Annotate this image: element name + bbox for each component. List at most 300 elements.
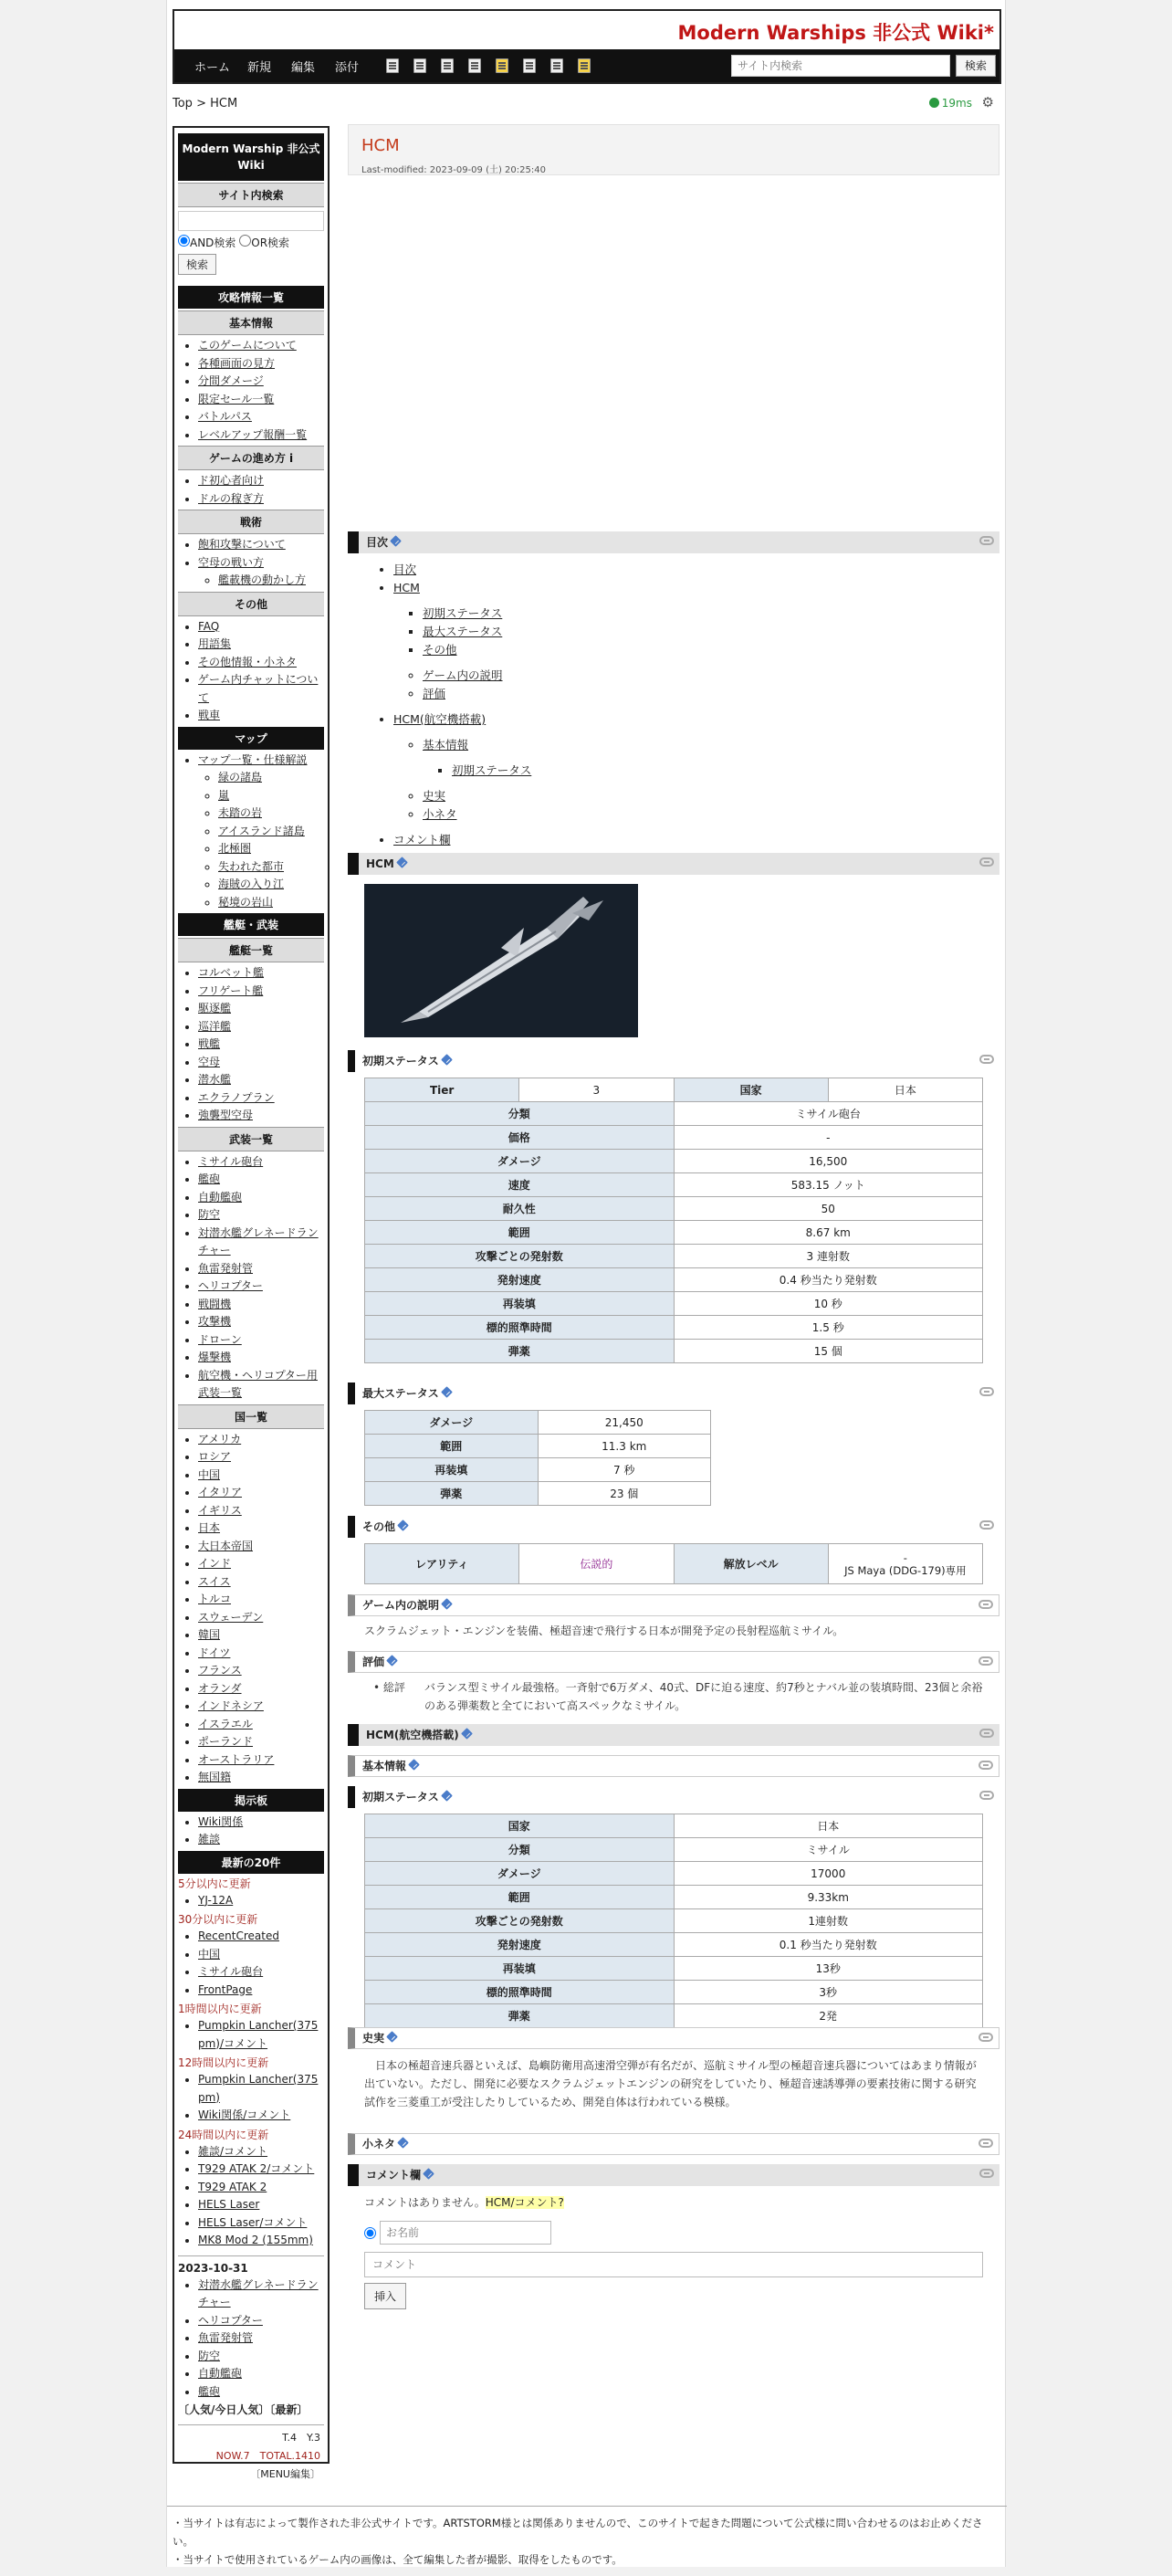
toc-link[interactable]: 小ネタ [423,807,457,821]
sidebar-link[interactable]: 駆逐艦 [198,1002,232,1015]
submit-button[interactable]: 挿入 [364,2283,406,2309]
table-header: 速度 [365,1173,675,1197]
table-row [365,1411,711,1435]
sidebar-link[interactable]: 巡洋艦 [198,1019,232,1033]
sidebar-link[interactable]: 無国籍 [198,1771,232,1783]
sidebar-link[interactable]: イスラエル [198,1717,253,1730]
list-item [198,1189,324,1207]
sidebar-link[interactable]: イギリス [198,1503,242,1517]
eval-text: バランス型ミサイル最強格。一斉射で6万ダメ、40式、DFに迫る速度、約7秒とナバル並の装填時間、23個と余裕のある弾薬数と全てにおいて高スペックなミサイル。 [424,1681,983,1712]
toc-link[interactable]: HCM(航空機搭載) [393,712,487,726]
toc-link[interactable]: 目次 [393,563,417,576]
table-header: レアリティ [365,1544,519,1584]
recent-link[interactable]: 魚雷発射管 [198,2331,254,2344]
comment-input[interactable] [364,2252,983,2277]
sidebar-link[interactable]: フランス [198,1664,242,1677]
list-item [198,1054,324,1072]
progress-list [178,472,324,508]
board-list [178,1814,324,1849]
basic-list [178,337,324,444]
guide-heading: 攻略情報一覧 [178,286,324,309]
recent-link[interactable]: RecentCreated [198,1929,279,1942]
menu-attach[interactable]: 添付 [335,61,360,75]
table-row [365,1316,983,1340]
edit-icon[interactable] [390,535,402,547]
sidebar-link[interactable]: 戦闘機 [198,1297,232,1310]
sidebar-link[interactable]: 未踏の岩 [218,806,263,819]
breadcrumb[interactable]: Top > HCM [173,97,238,110]
recent-list [178,1928,324,1999]
recent-link[interactable]: MK8 Mod 2 (155mm) [198,2234,313,2246]
sidebar-link[interactable]: 日本 [198,1521,221,1534]
recent-link[interactable]: Pumpkin Lancher(375 pm) [198,2073,319,2104]
table-header: 範囲 [365,1886,675,1909]
missile-image [364,884,638,1037]
sidebar-link[interactable]: コルベット艦 [198,966,265,979]
toc-link[interactable]: 評価 [423,687,446,700]
section-max [348,1383,999,1404]
help-icon[interactable] [578,58,591,73]
recent-link[interactable]: 雑談/コメント [198,2144,268,2158]
table-header: 再装填 [365,1458,539,1482]
table-row [365,1482,711,1506]
list-item [218,876,324,894]
tactics-sublist [178,572,324,590]
backup-icon[interactable] [413,58,426,73]
toc-item [423,736,531,780]
sidebar-link[interactable]: レベルアップ報酬一覧 [198,427,308,441]
recent-group-label: 30分以内に更新 [178,1913,258,1926]
toc-link[interactable]: 初期ステータス [452,763,532,777]
list-item [218,769,324,787]
toc-item [423,787,531,805]
sidebar-link[interactable]: ミサイル砲台 [198,1154,264,1168]
edit-icon[interactable] [441,1054,453,1066]
evaluation [373,1678,983,1715]
or-radio[interactable] [239,235,251,247]
section-title: 基本情報 [362,1760,407,1772]
toc-link[interactable]: 最大ステータス [423,625,503,638]
recent-link[interactable]: 中国 [198,1947,221,1961]
render-timer [929,97,972,110]
list-item [198,1225,324,1260]
sidebar-link[interactable]: 韓国 [198,1628,221,1641]
menu-home[interactable]: ホーム [194,61,231,75]
list-item [198,1448,324,1467]
list-item [198,1698,324,1716]
toc-item [393,579,531,703]
sidebar-link[interactable]: 空母の戦い方 [198,555,265,569]
sidebar-link[interactable]: 北極圏 [218,842,252,855]
popular-links[interactable]: 〔人気/今日人気〕〔最新〕 [178,2403,309,2416]
link-icon[interactable] [979,1791,994,1800]
list-item [198,2214,324,2233]
list-item [198,490,324,509]
sidebar-link[interactable]: 強襲型空母 [198,1109,254,1121]
page-title[interactable]: HCM [361,136,400,155]
table-cell: 2発 [674,2004,983,2028]
table-row [365,1126,983,1150]
list-item [198,2312,324,2330]
sidebar-link[interactable]: 嵐 [218,788,230,802]
footer-line: ・当サイトは有志によって製作された非公式サイトです。ARTSTORM様とは関係ありませんので、このサイトで起きた問題について公式様に問い合わせるのはお止めください。 [173,2517,983,2548]
edit-icon[interactable] [441,1598,453,1610]
recent-link[interactable]: 艦砲 [198,2384,221,2398]
link-icon[interactable] [979,857,994,867]
gear-icon[interactable]: ⚙ [981,94,994,110]
table-header: 国家 [674,1078,828,1102]
header-search-input[interactable] [731,55,950,77]
section-desc [348,1594,999,1616]
link-icon[interactable] [979,2169,994,2178]
sidebar-link[interactable]: オランダ [198,1681,242,1695]
sidebar-link[interactable]: 航空機・ヘリコプター用武装一覧 [198,1368,318,1399]
table-cell: 3 連射数 [674,1245,983,1268]
toc-link[interactable]: その他 [423,643,457,657]
footer-line: ・当サイトで使用されているゲーム内の画像は、全て編集した者が撮影、取得をしたものです。 [173,2553,623,2566]
toc-link[interactable]: コメント欄 [393,833,451,846]
section-title: 最大ステータス [362,1387,439,1400]
section-init [348,1050,999,1072]
sidebar-link[interactable]: 秘境の岩山 [218,895,274,909]
map-list [178,752,324,770]
page-title-box [348,124,999,175]
table-cell: 13秒 [674,1957,983,1981]
toc-link[interactable]: 初期ステータス [423,606,503,620]
menu-new[interactable]: 新規 [247,61,272,75]
sidebar-link[interactable]: 爆撃機 [198,1351,232,1363]
sidebar-link[interactable]: ドローン [198,1332,242,1346]
table-row [365,1981,983,2004]
sidebar-link[interactable]: 中国 [198,1467,221,1481]
recent-link[interactable]: T929 ATAK 2/コメント [198,2162,315,2175]
list-item [198,707,324,725]
toc-link[interactable]: 基本情報 [423,738,469,752]
section-init2 [348,1786,999,1808]
sidebar-link[interactable]: 空母 [198,1055,221,1068]
list-item [198,1260,324,1278]
table-cell: 17000 [674,1862,983,1886]
sidebar-link[interactable]: 飽和攻撃について [198,538,286,551]
sidebar-search-button[interactable]: 検索 [178,254,216,275]
sidebar-link[interactable]: 戦艦 [198,1037,221,1050]
table-cell: 3 [519,1078,674,1102]
link-icon[interactable] [978,1761,993,1770]
toc-link[interactable]: 史実 [423,789,446,803]
list-item [198,1769,324,1787]
sidebar-link[interactable]: バトルパス [198,410,252,423]
sidebar-link[interactable]: その他情報・小ネタ [198,655,298,668]
list-item [218,804,324,823]
sidebar-link[interactable]: ヘリコプター [198,1279,263,1292]
sidebar-link[interactable]: アメリカ [198,1432,242,1446]
list-item [198,1946,324,1964]
list-item [198,1206,324,1225]
menu-edit-link[interactable]: 〔MENU編集〕 [250,2468,320,2480]
table-header: 耐久性 [365,1197,675,1221]
edit-icon[interactable] [461,1728,473,1740]
table-row [365,1102,983,1126]
sidebar-link[interactable]: ロシア [198,1450,232,1463]
list-item [198,1645,324,1663]
link-icon[interactable] [978,1600,993,1609]
sidebar-link[interactable]: 潜水艦 [198,1073,232,1086]
and-radio[interactable] [178,235,190,247]
edit-icon[interactable] [408,1759,420,1771]
table-cell: 9.33km [674,1886,983,1909]
recent-link[interactable]: FrontPage [198,1982,253,1996]
max-table [364,1410,711,1506]
copy-icon[interactable] [441,58,454,73]
list-item [198,2179,324,2197]
section-basic [348,1755,999,1777]
site-title[interactable]: Modern Warships 非公式 Wiki* [677,22,994,44]
list-item [198,1107,324,1125]
list-item [198,671,324,707]
recent-group-label: 24時間以内に更新 [178,2128,269,2141]
sidebar-link[interactable]: インドネシア [198,1699,264,1712]
list-item [198,373,324,391]
recent-link[interactable]: Wiki関係/コメント [198,2108,291,2121]
table-cell: 23 個 [538,1482,711,1506]
menu-edit[interactable]: 編集 [291,61,316,75]
table-cell: 21,450 [538,1411,711,1435]
toc-item [423,605,531,623]
table-cell: 50 [674,1197,983,1221]
recent-link[interactable]: HELS Laser/コメント [198,2215,308,2229]
header-search-button[interactable]: 検索 [956,55,996,77]
section-title: コメント欄 [366,2169,422,2182]
sidebar-link[interactable]: 用語集 [198,637,232,650]
eval-label-text: 総評 [382,1681,405,1694]
edit-icon[interactable] [397,1519,409,1531]
sidebar-link[interactable]: ドイツ [198,1645,231,1659]
table-row [365,1292,983,1316]
sidebar-link[interactable]: 対潜水艦グレネードランチャー [198,1225,319,1256]
list-item [198,2383,324,2402]
section-hcm [348,853,999,875]
sidebar-link[interactable]: 緑の諸島 [218,771,263,783]
table-header: 攻撃ごとの発射数 [365,1909,675,1933]
sidebar-link[interactable]: 艦砲 [198,1172,221,1185]
sidebar-link[interactable]: FAQ [198,619,220,633]
sidebar-link[interactable]: 各種画面の見方 [198,356,276,370]
list-item [198,1928,324,1946]
list-item [198,1071,324,1089]
edit-icon[interactable] [396,857,408,868]
link-icon[interactable] [978,1656,993,1666]
table-cell: 7 秒 [538,1458,711,1482]
list-item [198,1089,324,1108]
list-item [218,572,324,590]
link-icon[interactable] [979,1520,994,1530]
sidebar-link[interactable]: フリゲート艦 [198,983,264,997]
link-icon[interactable] [979,1055,994,1064]
link-icon[interactable] [979,1387,994,1396]
unlock-value: JS Maya (DDG-179)専用 [844,1563,967,1577]
table-row [365,1340,983,1363]
name-row [364,2221,551,2245]
list-item [198,1573,324,1592]
other-heading: その他 [178,592,324,616]
recent-link[interactable]: T929 ATAK 2 [198,2180,267,2193]
toc-link[interactable]: ゲーム内の説明 [423,668,503,682]
list-item [198,1555,324,1573]
sidebar-link[interactable]: エクラノプラン [198,1090,275,1104]
diff-icon[interactable] [386,58,399,73]
section-title: ゲーム内の説明 [362,1599,440,1612]
toc-item [423,685,531,703]
list-item [198,618,324,636]
sidebar-link[interactable]: 戦車 [198,709,221,721]
section-eval [348,1651,999,1673]
toc-item [393,831,531,849]
edit-icon[interactable] [386,2031,398,2043]
edit-icon[interactable] [441,1790,453,1802]
sidebar-link[interactable]: イタリア [198,1486,243,1498]
page-wrapper [166,0,1006,2567]
list-item [198,1982,324,2000]
sidebar-link[interactable]: スウェーデン [198,1610,264,1624]
comment-page-link[interactable]: HCM/コメント? [485,2196,564,2209]
sidebar-link[interactable]: トルコ [198,1593,232,1605]
link-icon[interactable] [979,536,994,545]
sidebar-link[interactable]: オーストラリア [198,1752,275,1766]
sidebar-link[interactable]: 防空 [198,1208,221,1221]
sidebar-title[interactable]: Modern Warship 非公式Wiki [178,133,324,181]
list-item [198,1367,324,1403]
list-item [198,2348,324,2366]
list-item [198,1277,324,1296]
sidebar-link[interactable]: このゲームについて [198,339,297,352]
section-title: 初期ステータス [362,1055,439,1067]
progress-heading: ゲームの進め方 i [178,446,324,470]
name-radio[interactable] [364,2227,376,2239]
list-item [198,408,324,426]
sidebar-search-input[interactable] [178,211,324,231]
toc-item [423,805,531,824]
table-cell: 日本 [828,1078,982,1102]
sidebar-search-heading: サイト内検索 [178,183,324,207]
init-table [364,1078,983,1363]
link-icon[interactable] [978,2139,993,2148]
sidebar-link[interactable]: ポーランド [198,1735,254,1748]
link-icon[interactable] [979,1729,994,1738]
divider [178,2424,324,2425]
recent-group-label: 12時間以内に更新 [178,2056,269,2069]
table-row [365,1221,983,1245]
sidebar-link[interactable]: スイス [198,1574,231,1588]
list-item [198,2161,324,2179]
sidebar-link[interactable]: ゲーム内チャットについて [198,673,319,704]
sidebar-link[interactable]: 魚雷発射管 [198,1261,254,1275]
sidebar-link[interactable]: 自動艦砲 [198,1190,243,1204]
edit-icon[interactable] [441,1386,453,1398]
table-cell: 11.3 km [538,1435,711,1458]
recent-link[interactable]: 自動艦砲 [198,2367,243,2380]
table-row [365,1268,983,1292]
table-of-contents [364,561,531,849]
recent-link[interactable]: 防空 [198,2349,221,2362]
sidebar-link[interactable]: 分間ダメージ [198,374,264,387]
table-row [365,1544,983,1584]
list-item [198,1662,324,1680]
recent-link[interactable]: 対潜水艦グレネードランチャー [198,2277,319,2308]
sidebar-link[interactable]: 限定セール一覧 [198,392,275,405]
sidebar-link[interactable]: 大日本帝国 [198,1539,254,1552]
sidebar-link[interactable]: 失われた都市 [218,859,285,873]
edit-icon[interactable] [397,2137,409,2149]
list-item [198,1431,324,1449]
table-cell: 0.1 秒当たり発射数 [674,1933,983,1957]
list-item [198,355,324,373]
sidebar-link[interactable]: ドルの稼ぎ方 [198,491,265,505]
edit-icon[interactable] [386,1655,398,1667]
sidebar-link[interactable]: Wiki関係 [198,1814,244,1828]
name-input[interactable] [380,2221,551,2245]
recent-link[interactable]: YJ-12A [198,1893,234,1907]
list-item [198,1716,324,1734]
table-cell: ミサイル砲台 [674,1102,983,1126]
list-item [218,823,324,841]
sidebar-link[interactable]: アイスランド諸島 [218,824,305,837]
sidebar-link[interactable]: ド初心者向け [198,474,265,487]
edit-icon[interactable] [423,2168,434,2180]
recent-link[interactable]: HELS Laser [198,2198,260,2211]
table-header: 攻撃ごとの発射数 [365,1245,675,1268]
tactics-list [178,536,324,572]
table-header: 発射速度 [365,1268,675,1292]
list-icon[interactable] [523,58,536,73]
section-title: その他 [362,1520,396,1533]
list-item [198,1831,324,1849]
sidebar-link[interactable]: 攻撃機 [198,1315,232,1328]
sidebar-link[interactable]: インド [198,1557,232,1570]
rename-icon[interactable] [468,58,481,73]
list-item [198,472,324,490]
list-item [198,1609,324,1627]
nations-list [178,1431,324,1787]
list-item [198,1963,324,1982]
recent-link[interactable]: ミサイル砲台 [198,1965,264,1978]
search-page-icon[interactable] [550,58,563,73]
list-item [218,894,324,912]
list-item [198,2017,324,2053]
list-item [198,536,324,554]
section-title: 史実 [362,2032,385,2045]
rarity-value: 伝説的 [519,1544,674,1584]
toc-link[interactable]: HCM [393,581,420,594]
check-icon [929,98,939,108]
recent-link[interactable]: ヘリコプター [198,2313,263,2327]
sidebar-link[interactable]: 艦載機の動かし方 [218,573,307,586]
recent-link[interactable]: Pumpkin Lancher(375 pm)/コメント [198,2019,319,2050]
link-icon[interactable] [978,2033,993,2042]
tactics-heading: 戦術 [178,510,324,534]
table-row [365,1862,983,1886]
table-cell: 日本 [674,1814,983,1838]
table-cell: 16,500 [674,1150,983,1173]
freeze-icon[interactable] [496,58,508,73]
sidebar-link[interactable]: マップ一覧・仕様解説 [198,752,308,766]
counter-total: NOW.7 TOTAL.1410 [215,2450,320,2462]
table-header: ダメージ [365,1411,539,1435]
sidebar-link[interactable]: 雑談 [198,1833,221,1845]
list-item [198,964,324,983]
timer-value: 19ms [941,97,972,110]
sidebar-link[interactable]: 海賊の入り江 [218,878,285,890]
list-item [198,2232,324,2250]
